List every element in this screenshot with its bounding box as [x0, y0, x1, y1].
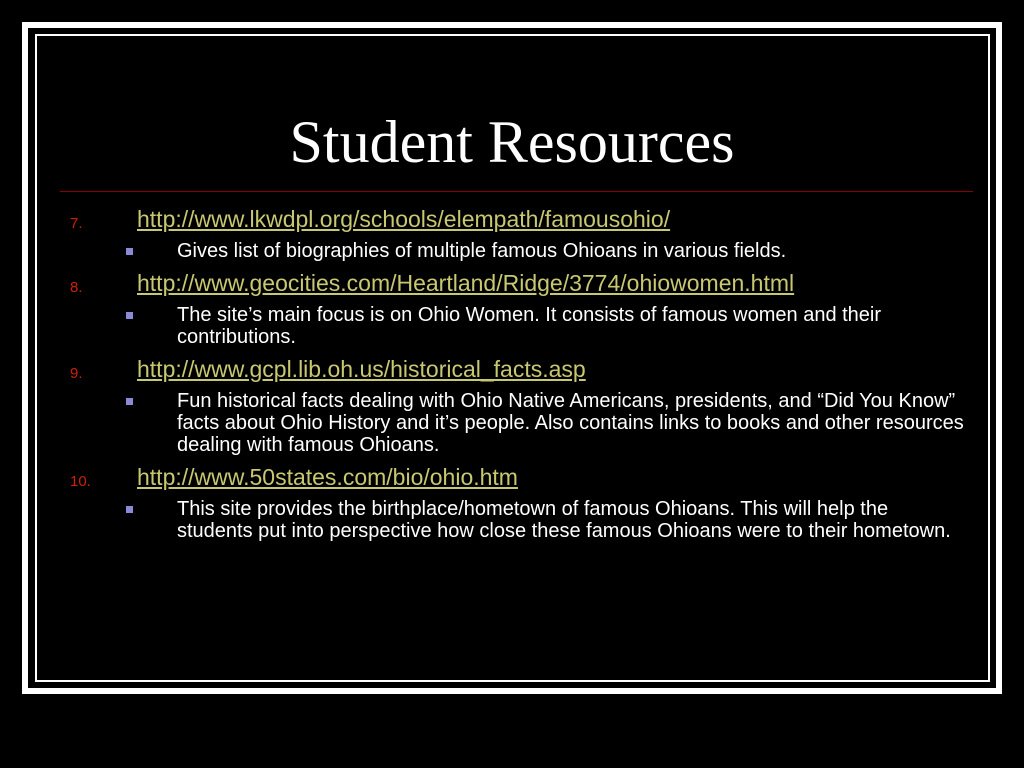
resource-item-head: [0, 268, 1024, 304]
resource-item-9: [0, 354, 1024, 456]
square-bullet-icon: [126, 506, 133, 513]
description-text: The site’s main focus is on Ohio Women. It consists of famous women and their contributions.: [177, 304, 882, 348]
resource-link[interactable]: http://www.geocities.com/Heartland/Ridge/3774/ohiowomen.html: [137, 270, 795, 296]
square-bullet-icon: [126, 398, 133, 405]
square-bullet-icon: [126, 312, 133, 319]
resource-description: [0, 390, 1024, 456]
item-number: 9.: [70, 365, 83, 382]
resource-link[interactable]: http://www.50states.com/bio/ohio.htm: [137, 464, 518, 490]
resource-item-head: [0, 354, 1024, 390]
item-number: 7.: [70, 215, 83, 232]
resource-item-head: [0, 204, 1024, 240]
resource-item-7: [0, 204, 1024, 262]
resource-link[interactable]: http://www.gcpl.lib.oh.us/historical_facts.asp: [137, 356, 586, 382]
resource-item-head: [0, 462, 1024, 498]
item-number: 8.: [70, 279, 83, 296]
description-text: Fun historical facts dealing with Ohio Native Americans, presidents, and “Did You Know” facts about Ohio History and it’s people. Also contains links to books and other resources dealing with famous Ohioans.: [177, 390, 964, 456]
description-text: This site provides the birthplace/hometown of famous Ohioans. This will help the students put into perspective how close these famous Ohioans were to their hometown.: [177, 498, 951, 542]
item-number: 10.: [70, 473, 91, 490]
resource-description: [0, 304, 1024, 348]
slide-title: Student Resources: [289, 109, 735, 175]
resource-item-8: [0, 268, 1024, 348]
resource-list: [0, 204, 1024, 548]
resource-description: [0, 498, 1024, 542]
description-text: Gives list of biographies of multiple famous Ohioans in various fields.: [177, 240, 787, 262]
resource-description: [0, 240, 1024, 262]
resource-item-10: [0, 462, 1024, 542]
resource-link[interactable]: http://www.lkwdpl.org/schools/elempath/famousohio/: [137, 206, 671, 232]
square-bullet-icon: [126, 248, 133, 255]
title-divider: [60, 191, 973, 192]
